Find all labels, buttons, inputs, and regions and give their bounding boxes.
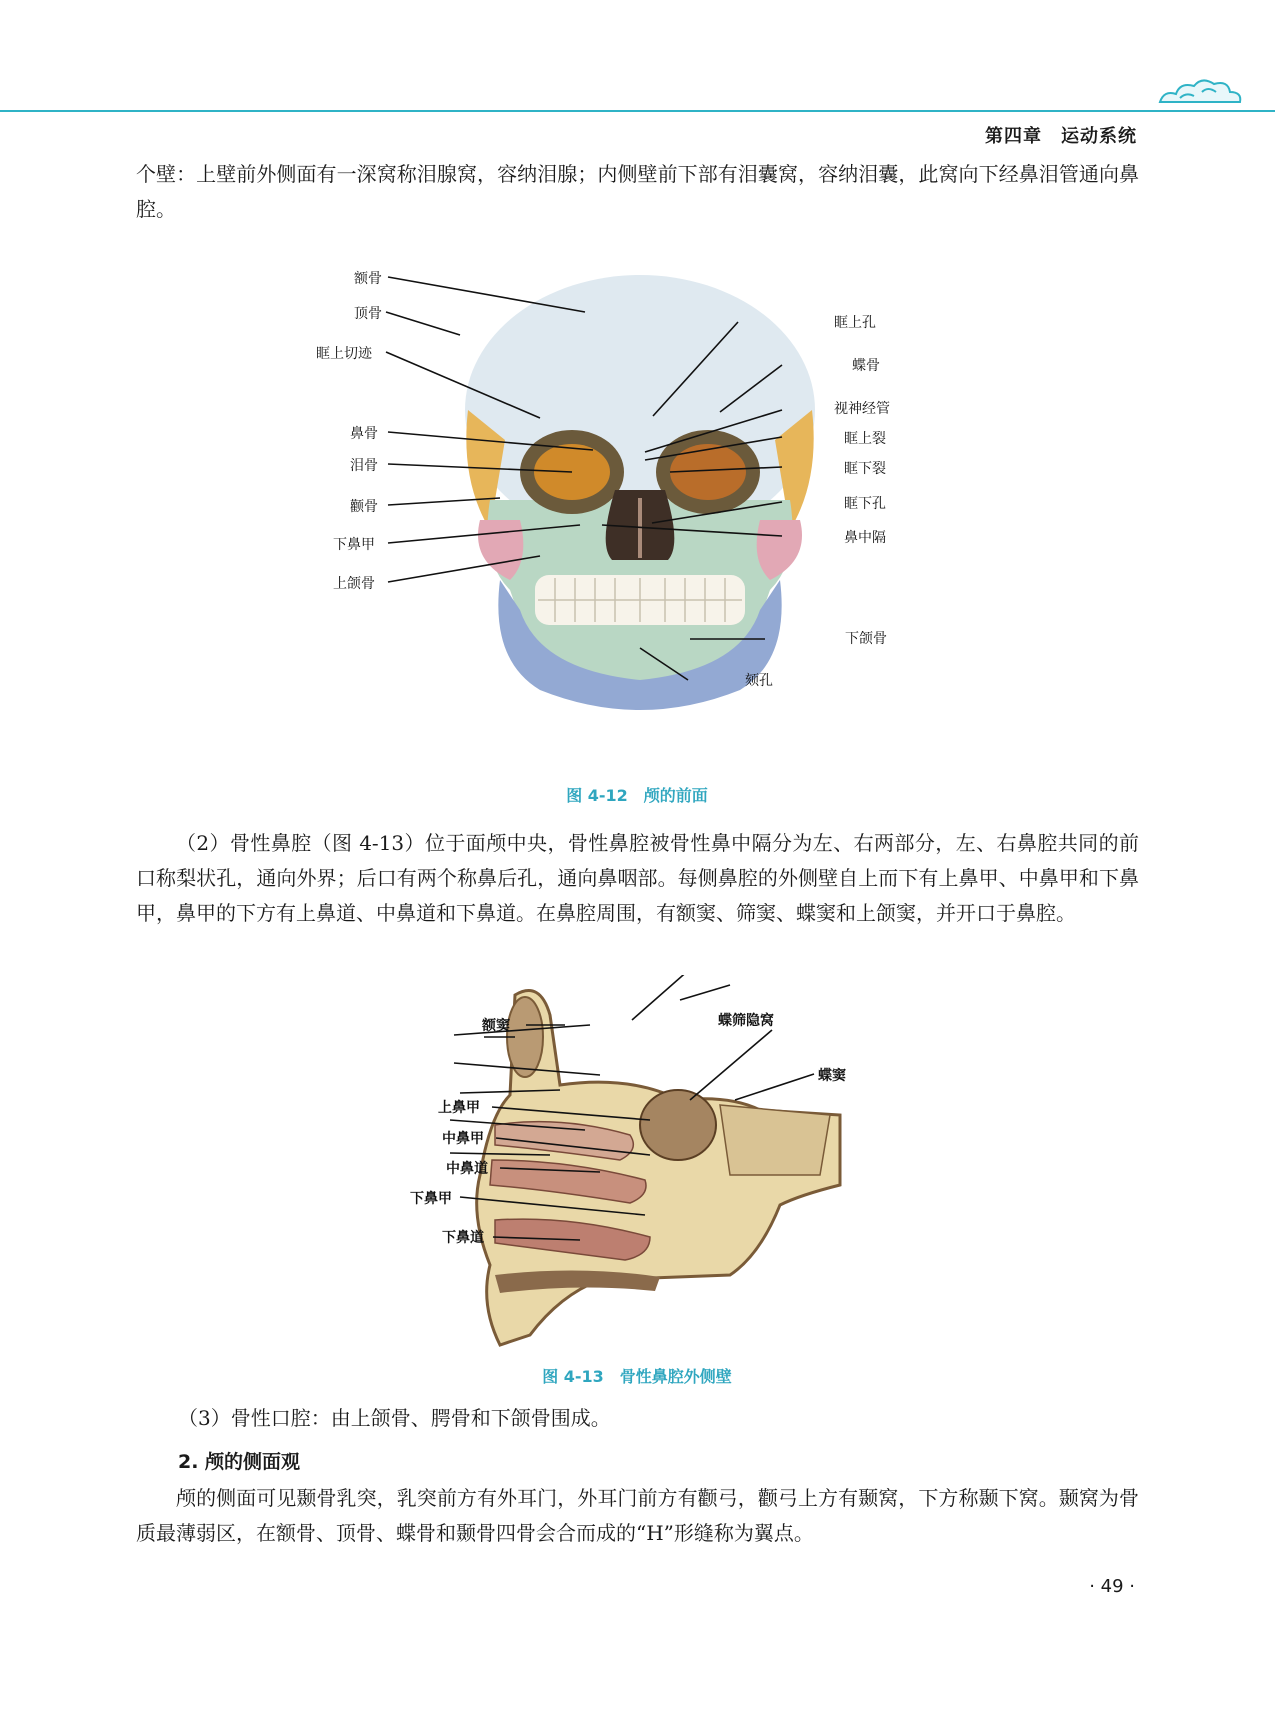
label-middle-meatus: 中鼻道 [446,1161,488,1177]
paragraph-3: （3）骨性口腔：由上颌骨、腭骨和下颌骨围成。 [178,1406,611,1430]
label-frontal-sinus: 额窦 [482,1018,510,1034]
label-infraorbital-foramen: 眶下孔 [844,496,886,512]
paragraph-4: 颅的侧面可见颞骨乳突，乳突前方有外耳门，外耳门前方有颧弓，颧弓上方有颞窝，下方称颞下窝。颞窝为骨质最薄弱区，在额骨、顶骨、蝶骨和颞骨四骨会合而成的“H”形缝称为翼点。 [136,1486,1139,1545]
label-nasal-septum: 鼻中隔 [844,530,886,546]
label-parietal-bone: 顶骨 [354,306,382,322]
label-maxilla: 上颌骨 [333,576,375,592]
sphenoid-sinus-shape [640,1090,716,1160]
label-inferior-meatus: 下鼻道 [442,1230,484,1246]
cloud-ornament-icon [1150,72,1250,108]
label-mental-foramen: 颏孔 [745,673,773,689]
label-middle-concha: 中鼻甲 [442,1131,484,1147]
label-inferior-orbital-fissure: 眶下裂 [844,461,886,477]
section-heading: 2. 颅的侧面观 [178,1451,301,1473]
zygomatic-left-shape [478,520,523,580]
label-supraorbital-notch: 眶上切迹 [316,346,372,362]
label-sphenoid-sinus: 蝶窦 [818,1068,846,1084]
label-inferior-concha: 下鼻甲 [333,537,375,553]
label-frontal-bone: 额骨 [354,271,382,287]
label-zygomatic-bone: 颧骨 [350,499,378,515]
label-superior-concha: 上鼻甲 [438,1100,480,1116]
label-supraorbital-foramen: 眶上孔 [834,315,876,331]
label-mandible: 下颌骨 [845,631,887,647]
zygomatic-right-shape [757,520,802,580]
label-superior-orbital-fissure: 眶上裂 [844,431,886,447]
label-sphenoid-bone: 蝶骨 [852,358,880,374]
page-number: · 49 · [1089,1576,1135,1597]
label-inferior-concha: 下鼻甲 [410,1191,452,1207]
label-sphenoethmoidal-recess: 蝶筛隐窝 [718,1013,774,1029]
label-nasal-bone: 鼻骨 [350,426,378,442]
paragraph-2: （2）骨性鼻腔（图 4-13）位于面颅中央，骨性鼻腔被骨性鼻中隔分为左、右两部分，左、右鼻腔共同的前口称梨状孔，通向外界；后口有两个称鼻后孔，通向鼻咽部。每侧鼻腔的外侧壁自上而下有上鼻甲、中鼻甲和下鼻甲，鼻甲的下方有上鼻道、中鼻道和下鼻道。在鼻腔周围，有额窦、筛窦、蝶窦和上颌窦，并开口于鼻腔。 [136,831,1139,925]
paragraph-1: 个壁：上壁前外侧面有一深窝称泪腺窝，容纳泪腺；内侧壁前下部有泪囊窝，容纳泪囊，此窝向下经鼻泪管通向鼻腔。 [136,162,1139,221]
figure-1-caption: 图 4-12 颅的前面 [566,786,708,805]
header-rule [0,110,1275,112]
chapter-title: 第四章 运动系统 [985,126,1137,147]
label-lacrimal-bone: 泪骨 [350,458,378,474]
figure-2-caption: 图 4-13 骨性鼻腔外侧壁 [542,1367,732,1386]
label-optic-canal: 视神经管 [834,401,890,417]
